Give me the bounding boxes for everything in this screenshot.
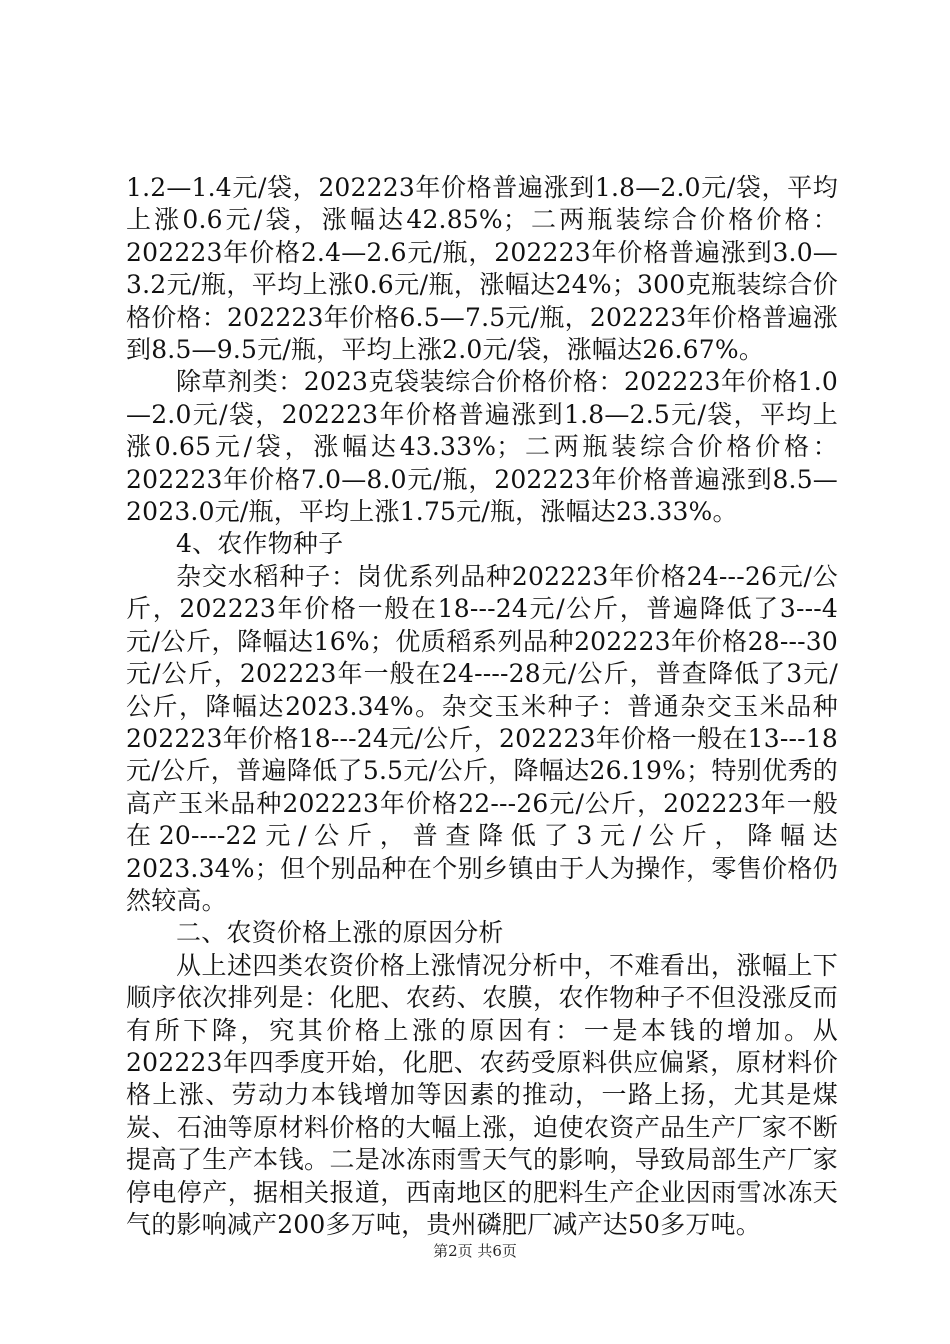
section-heading-price-rise-analysis: 二、农资价格上涨的原因分析: [176, 918, 504, 948]
document-body: [126, 172, 838, 1241]
paragraph-pesticide-prices-continued: 1.2—1.4元/袋，202223年价格普遍涨到1.8—2.0元/袋，平均上涨0.6元/袋，涨幅达42.85%；二两瓶装综合价格价格：202223年价格2.4—2.6元/瓶，202223年价格普遍涨到3.0—3.2元/瓶，平均上涨0.6元/瓶，涨幅达24%；300克瓶装综合价格价格：202223年价格6.5—7.5元/瓶，202223年价格普遍涨到8.5—9.5元/瓶，平均上涨2.0元/袋，涨幅达26.67%。: [126, 173, 838, 365]
paragraph-price-rise-reasons: 从上述四类农资价格上涨情况分析中，不难看出，涨幅上下顺序依次排列是：化肥、农药、农膜，农作物种子不但没涨反而有所下降，究其价格上涨的原因有：一是本钱的增加。从202223年四季度开始，化肥、农药受原料供应偏紧，原材料价格上涨、劳动力本钱增加等因素的推动，一路上扬，尤其是煤炭、石油等原材料价格的大幅上涨，迫使农资产品生产厂家不断提高了生产本钱。二是冰冻雨雪天气的影响，导致局部生产厂家停电停产，据相关报道，西南地区的肥料生产企业因雨雪冰冻天气的影响减产200多万吨，贵州磷肥厂减产达50多万吨。: [126, 950, 838, 1239]
paragraph-herbicide-prices: 除草剂类：2023克袋装综合价格价格：202223年价格1.0—2.0元/袋，202223年价格普遍涨到1.8—2.5元/袋，平均上涨0.65元/袋，涨幅达43.33%；二两瓶装综合价格价格：202223年价格7.0—8.0元/瓶，202223年价格普遍涨到8.5—2023.0元/瓶，平均上涨1.75元/瓶，涨幅达23.33%。: [126, 367, 838, 527]
page-number-footer: 第2页 共6页: [433, 1242, 517, 1260]
section-heading-crop-seeds: 4、农作物种子: [176, 529, 344, 559]
paragraph-seed-prices: 杂交水稻种子：岗优系列品种202223年价格24---26元/公斤，202223年价格一般在18---24元/公斤，普遍降低了3---4元/公斤，降幅达16%；优质稻系列品种202223年价格28---30元/公斤，202223年一般在24----28元/公斤，普查降低了3元/公斤，降幅达2023.34%。杂交玉米种子：普通杂交玉米品种202223年价格18---24元/公斤，202223年价格一般在13---18元/公斤，普遍降低了5.5元/公斤，降幅达26.19%；特别优秀的高产玉米品种202223年价格22---26元/公斤，202223年一般在20----22元/公斤，普查降低了3元/公斤，降幅达2023.34%；但个别品种在个别乡镇由于人为操作，零售价格仍然较高。: [126, 561, 838, 915]
